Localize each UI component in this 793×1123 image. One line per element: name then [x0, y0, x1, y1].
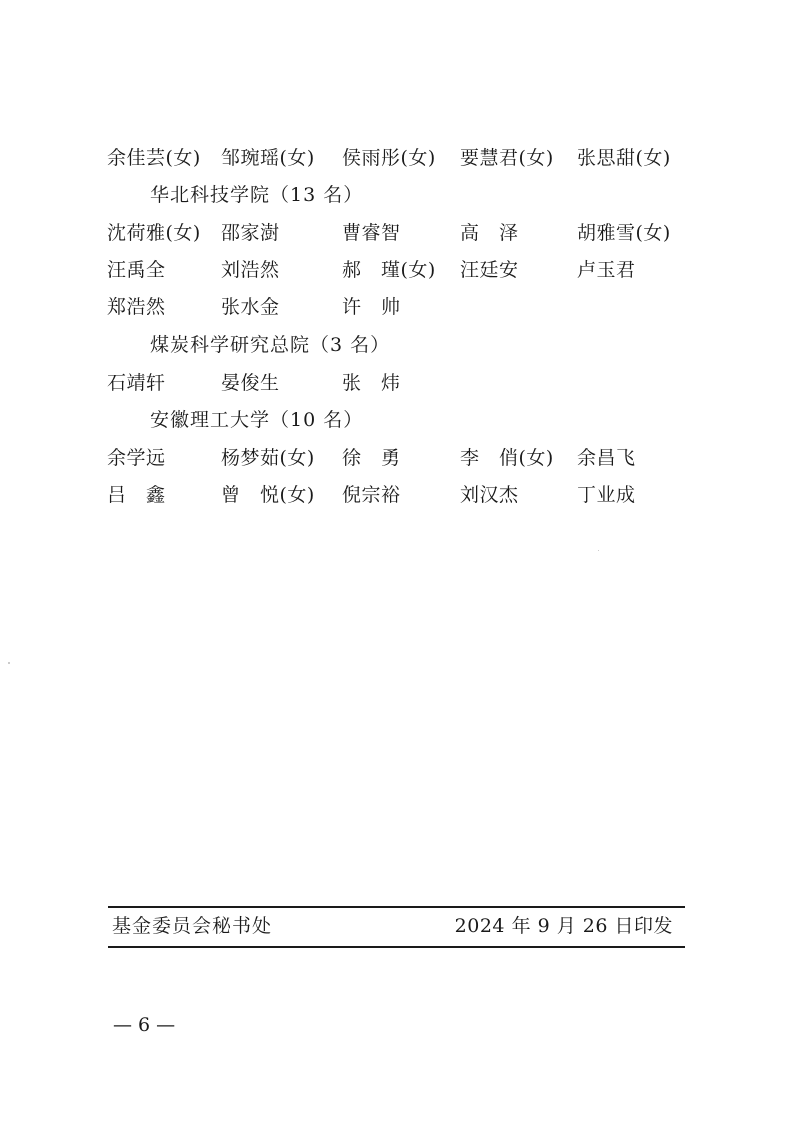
- person-name: 邹琬瑶(女): [221, 147, 315, 169]
- person-name: 卢玉君: [577, 259, 636, 281]
- issue-date: 2024 年 9 月 26 日印发: [454, 915, 673, 937]
- name-row: [0, 368, 793, 398]
- person-name: 郝 瑾(女): [342, 259, 436, 281]
- person-name: 倪宗裕: [342, 484, 401, 506]
- name-row: [0, 218, 793, 248]
- section-heading: 华北科技学院（13 名）: [150, 184, 364, 206]
- person-name: 汪禹全: [107, 259, 166, 281]
- person-name: 吕 鑫: [107, 484, 166, 506]
- footer-rule-bottom: [108, 946, 685, 948]
- section-heading: 煤炭科学研究总院（3 名）: [150, 334, 391, 356]
- person-name: 徐 勇: [342, 447, 401, 469]
- person-name: 余佳芸(女): [107, 147, 201, 169]
- person-name: 胡雅雪(女): [577, 222, 671, 244]
- person-name: 张思甜(女): [577, 147, 671, 169]
- person-name: 高 泽: [460, 222, 519, 244]
- person-name: 曹睿智: [342, 222, 401, 244]
- person-name: 石靖轩: [107, 372, 166, 394]
- person-name: 张 炜: [342, 372, 401, 394]
- name-row: [0, 480, 793, 510]
- name-row: [0, 443, 793, 473]
- person-name: 邵家澍: [221, 222, 280, 244]
- person-name: 沈荷雅(女): [107, 222, 201, 244]
- name-row: [0, 292, 793, 322]
- person-name: 刘汉杰: [460, 484, 519, 506]
- person-name: 李 俏(女): [460, 447, 554, 469]
- section-heading: 安徽理工大学（10 名）: [150, 409, 364, 431]
- person-name: 曾 悦(女): [221, 484, 315, 506]
- person-name: 刘浩然: [221, 259, 280, 281]
- person-name: 郑浩然: [107, 296, 166, 318]
- person-name: 晏俊生: [221, 372, 280, 394]
- person-name: 丁业成: [577, 484, 636, 506]
- person-name: 余昌飞: [577, 447, 636, 469]
- scan-speck: [598, 550, 599, 551]
- scan-speck: [8, 662, 10, 664]
- person-name: 许 帅: [342, 296, 401, 318]
- person-name: 汪廷安: [460, 259, 519, 281]
- person-name: 侯雨彤(女): [342, 147, 436, 169]
- name-row: [0, 143, 793, 173]
- person-name: 张水金: [221, 296, 280, 318]
- name-row: [0, 255, 793, 285]
- person-name: 要慧君(女): [460, 147, 554, 169]
- person-name: 余学远: [107, 447, 166, 469]
- page-number: — 6 —: [113, 1014, 176, 1036]
- issuer-label: 基金委员会秘书处: [112, 915, 273, 937]
- person-name: 杨梦茹(女): [221, 447, 315, 469]
- footer-rule-top: [108, 906, 685, 908]
